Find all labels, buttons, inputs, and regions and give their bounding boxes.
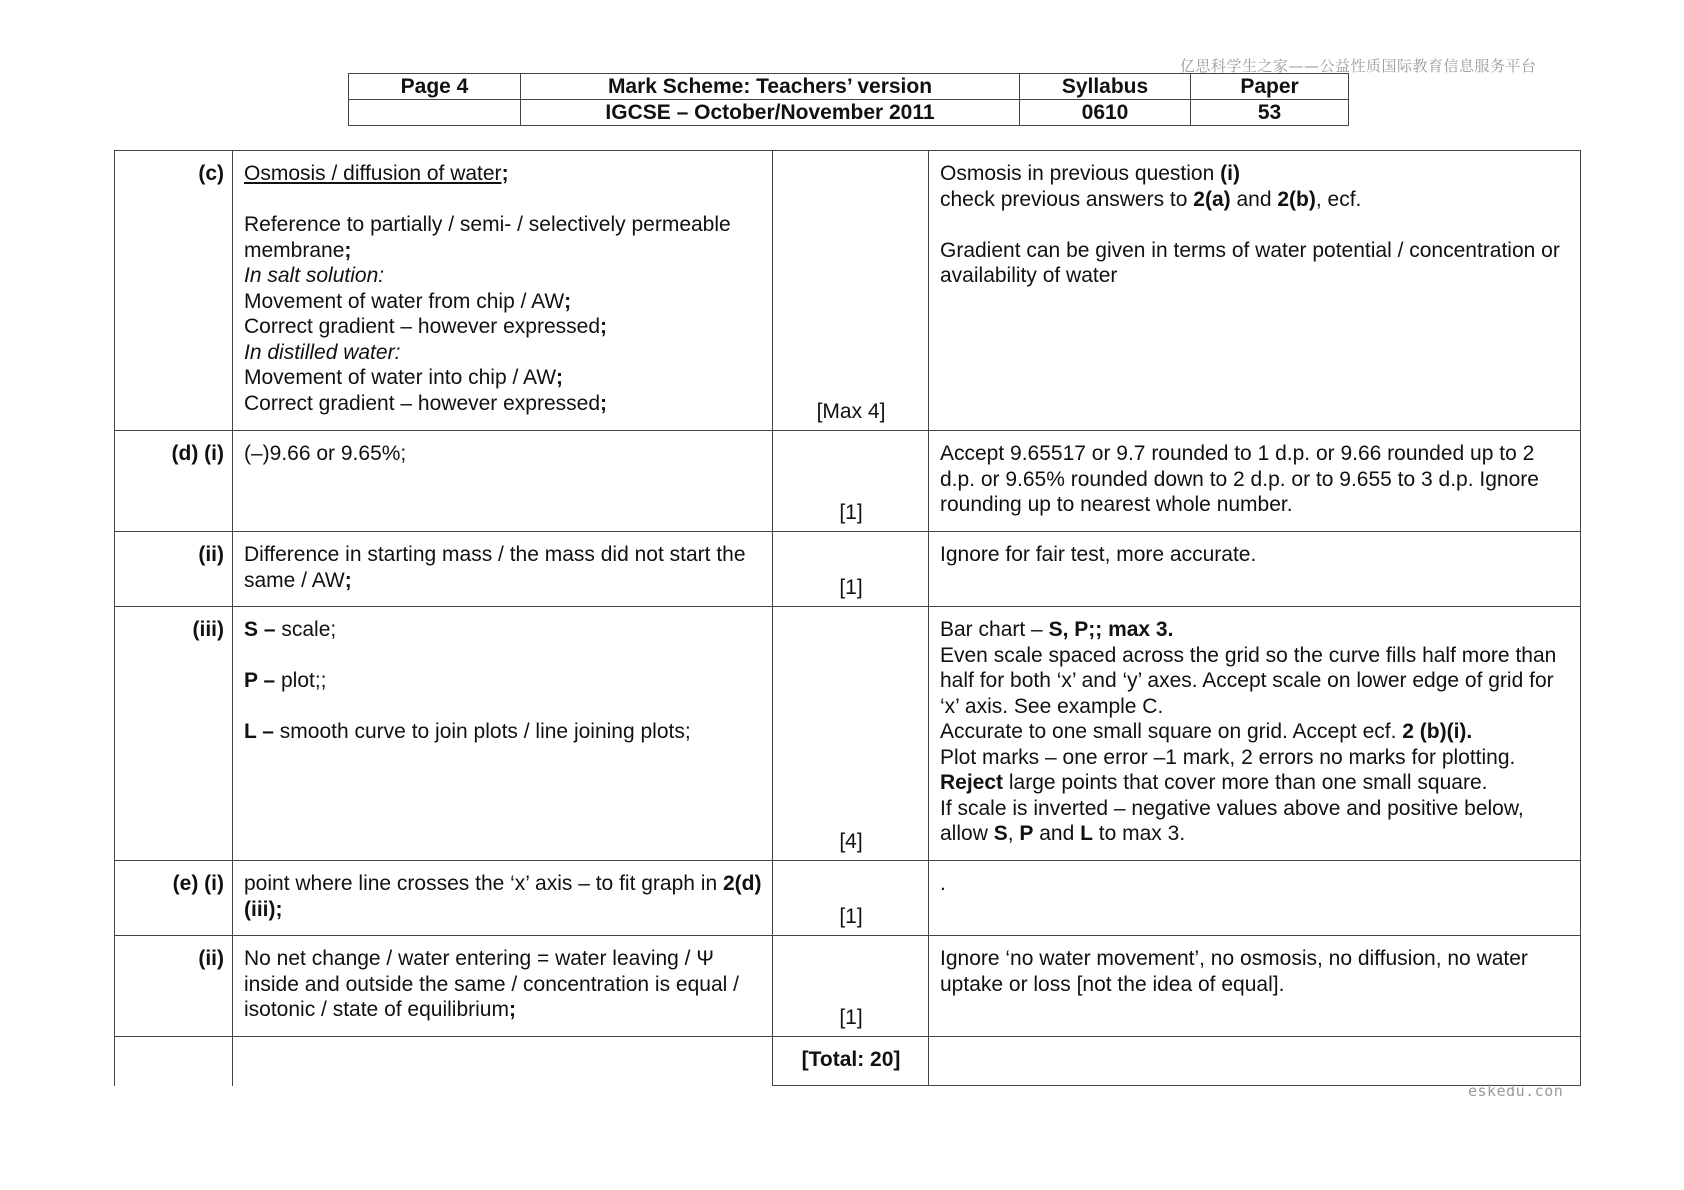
- table-row: [115, 861, 1581, 936]
- answer-subheading: In distilled water:: [244, 340, 401, 364]
- mark-cell: [1]: [773, 532, 929, 607]
- empty-cell: [929, 1037, 1581, 1086]
- table-row: [115, 151, 1581, 431]
- answer-cell: (–)9.66 or 9.65%;: [233, 431, 773, 532]
- guidance-cell: Osmosis in previous question (i) check previous answers to 2(a) and 2(b), ecf. Gradient can be given in terms of water potential / concentration or availability of water: [929, 151, 1581, 431]
- guidance-cell: Ignore ‘no water movement’, no osmosis, no diffusion, no water uptake or loss [not the idea of equal].: [929, 936, 1581, 1037]
- answer-line: Movement of water into chip / AW: [244, 366, 557, 389]
- header-title: Mark Scheme: Teachers’ version: [521, 74, 1020, 100]
- answer-line: Correct gradient – however expressed: [244, 391, 601, 415]
- guidance-cell: Bar chart – S, P;; max 3. Even scale spaced across the grid so the curve fills half more than half for both ‘x’ and ‘y’ axes. Accept scale on lower edge of grid for ‘x’ axis. See example C. Accurate to one small square on grid. Accept ecf. 2 (b)(i). Plot marks – one error –1 mark, 2 errors no marks for plotting. Reject large points that cover more than one small square. If scale is inverted – negative values above and positive below, allow S, P and L to max 3.: [929, 607, 1581, 861]
- mark-cell: [Max 4]: [773, 151, 929, 431]
- answer-cell: Difference in starting mass / the mass did not start the same / AW;: [233, 532, 773, 607]
- part-label: (c): [115, 151, 233, 431]
- header-page: Page 4: [349, 74, 521, 100]
- guidance-cell: Ignore for fair test, more accurate.: [929, 532, 1581, 607]
- answer-subheading: In salt solution:: [244, 264, 385, 287]
- guidance-cell: Accept 9.65517 or 9.7 rounded to 1 d.p. or 9.66 rounded up to 2 d.p. or 9.65% rounded down to 2 d.p. or to 9.655 to 3 d.p. Ignore rounding up to nearest whole number.: [929, 431, 1581, 532]
- watermark-bottom: eskedu.con: [1468, 1082, 1564, 1100]
- answer-cell: S – scale; P – plot;; L – smooth curve to join plots / line joining plots;: [233, 607, 773, 861]
- header-syllabus-label: Syllabus: [1020, 74, 1191, 100]
- empty-cell: [233, 1037, 773, 1086]
- part-label: (e) (i): [115, 861, 233, 936]
- table-row: [115, 431, 1581, 532]
- answer-cell: Osmosis / diffusion of water; Reference to partially / semi- / selectively permeable membrane; In salt solution: Movement of water from chip / AW; Correct gradient – however expressed; In distilled water: Movement of water into chip / AW; Correct gradient – however expressed;: [233, 151, 773, 431]
- header-exam-session: IGCSE – October/November 2011: [521, 100, 1020, 126]
- answer-line: Reference to partially / semi- / selectively permeable membrane: [244, 213, 731, 262]
- table-row: [115, 532, 1581, 607]
- header-syllabus-code: 0610: [1020, 100, 1191, 126]
- mark-cell: [1]: [773, 861, 929, 936]
- part-label: (d) (i): [115, 431, 233, 532]
- answer-line: Osmosis / diffusion of water: [244, 162, 502, 185]
- answer-cell: No net change / water entering = water leaving / Ψ inside and outside the same / concentration is equal / isotonic / state of equilibrium;: [233, 936, 773, 1037]
- watermark-top: 亿思科学生之家——公益性质国际教育信息服务平台: [1180, 57, 1537, 75]
- header-paper-label: Paper: [1191, 74, 1349, 100]
- mark-scheme-table: [114, 150, 1581, 1086]
- header-paper-number: 53: [1191, 100, 1349, 126]
- header-empty-cell: [349, 100, 521, 126]
- guidance-cell: .: [929, 861, 1581, 936]
- mark-cell: [4]: [773, 607, 929, 861]
- part-label: (ii): [115, 532, 233, 607]
- answer-line: Correct gradient – however expressed: [244, 315, 601, 338]
- answer-cell: point where line crosses the ‘x’ axis – to fit graph in 2(d)(iii);: [233, 861, 773, 936]
- part-label: (iii): [115, 607, 233, 861]
- answer-line: Movement of water from chip / AW: [244, 289, 565, 313]
- mark-cell: [1]: [773, 936, 929, 1037]
- table-row: [115, 607, 1581, 861]
- empty-cell: [115, 1037, 233, 1086]
- mark-cell: [1]: [773, 431, 929, 532]
- table-row: [115, 936, 1581, 1037]
- part-label: (ii): [115, 936, 233, 1037]
- header-table: [348, 73, 1349, 126]
- total-mark: [Total: 20]: [773, 1037, 929, 1086]
- table-row: [115, 1037, 1581, 1086]
